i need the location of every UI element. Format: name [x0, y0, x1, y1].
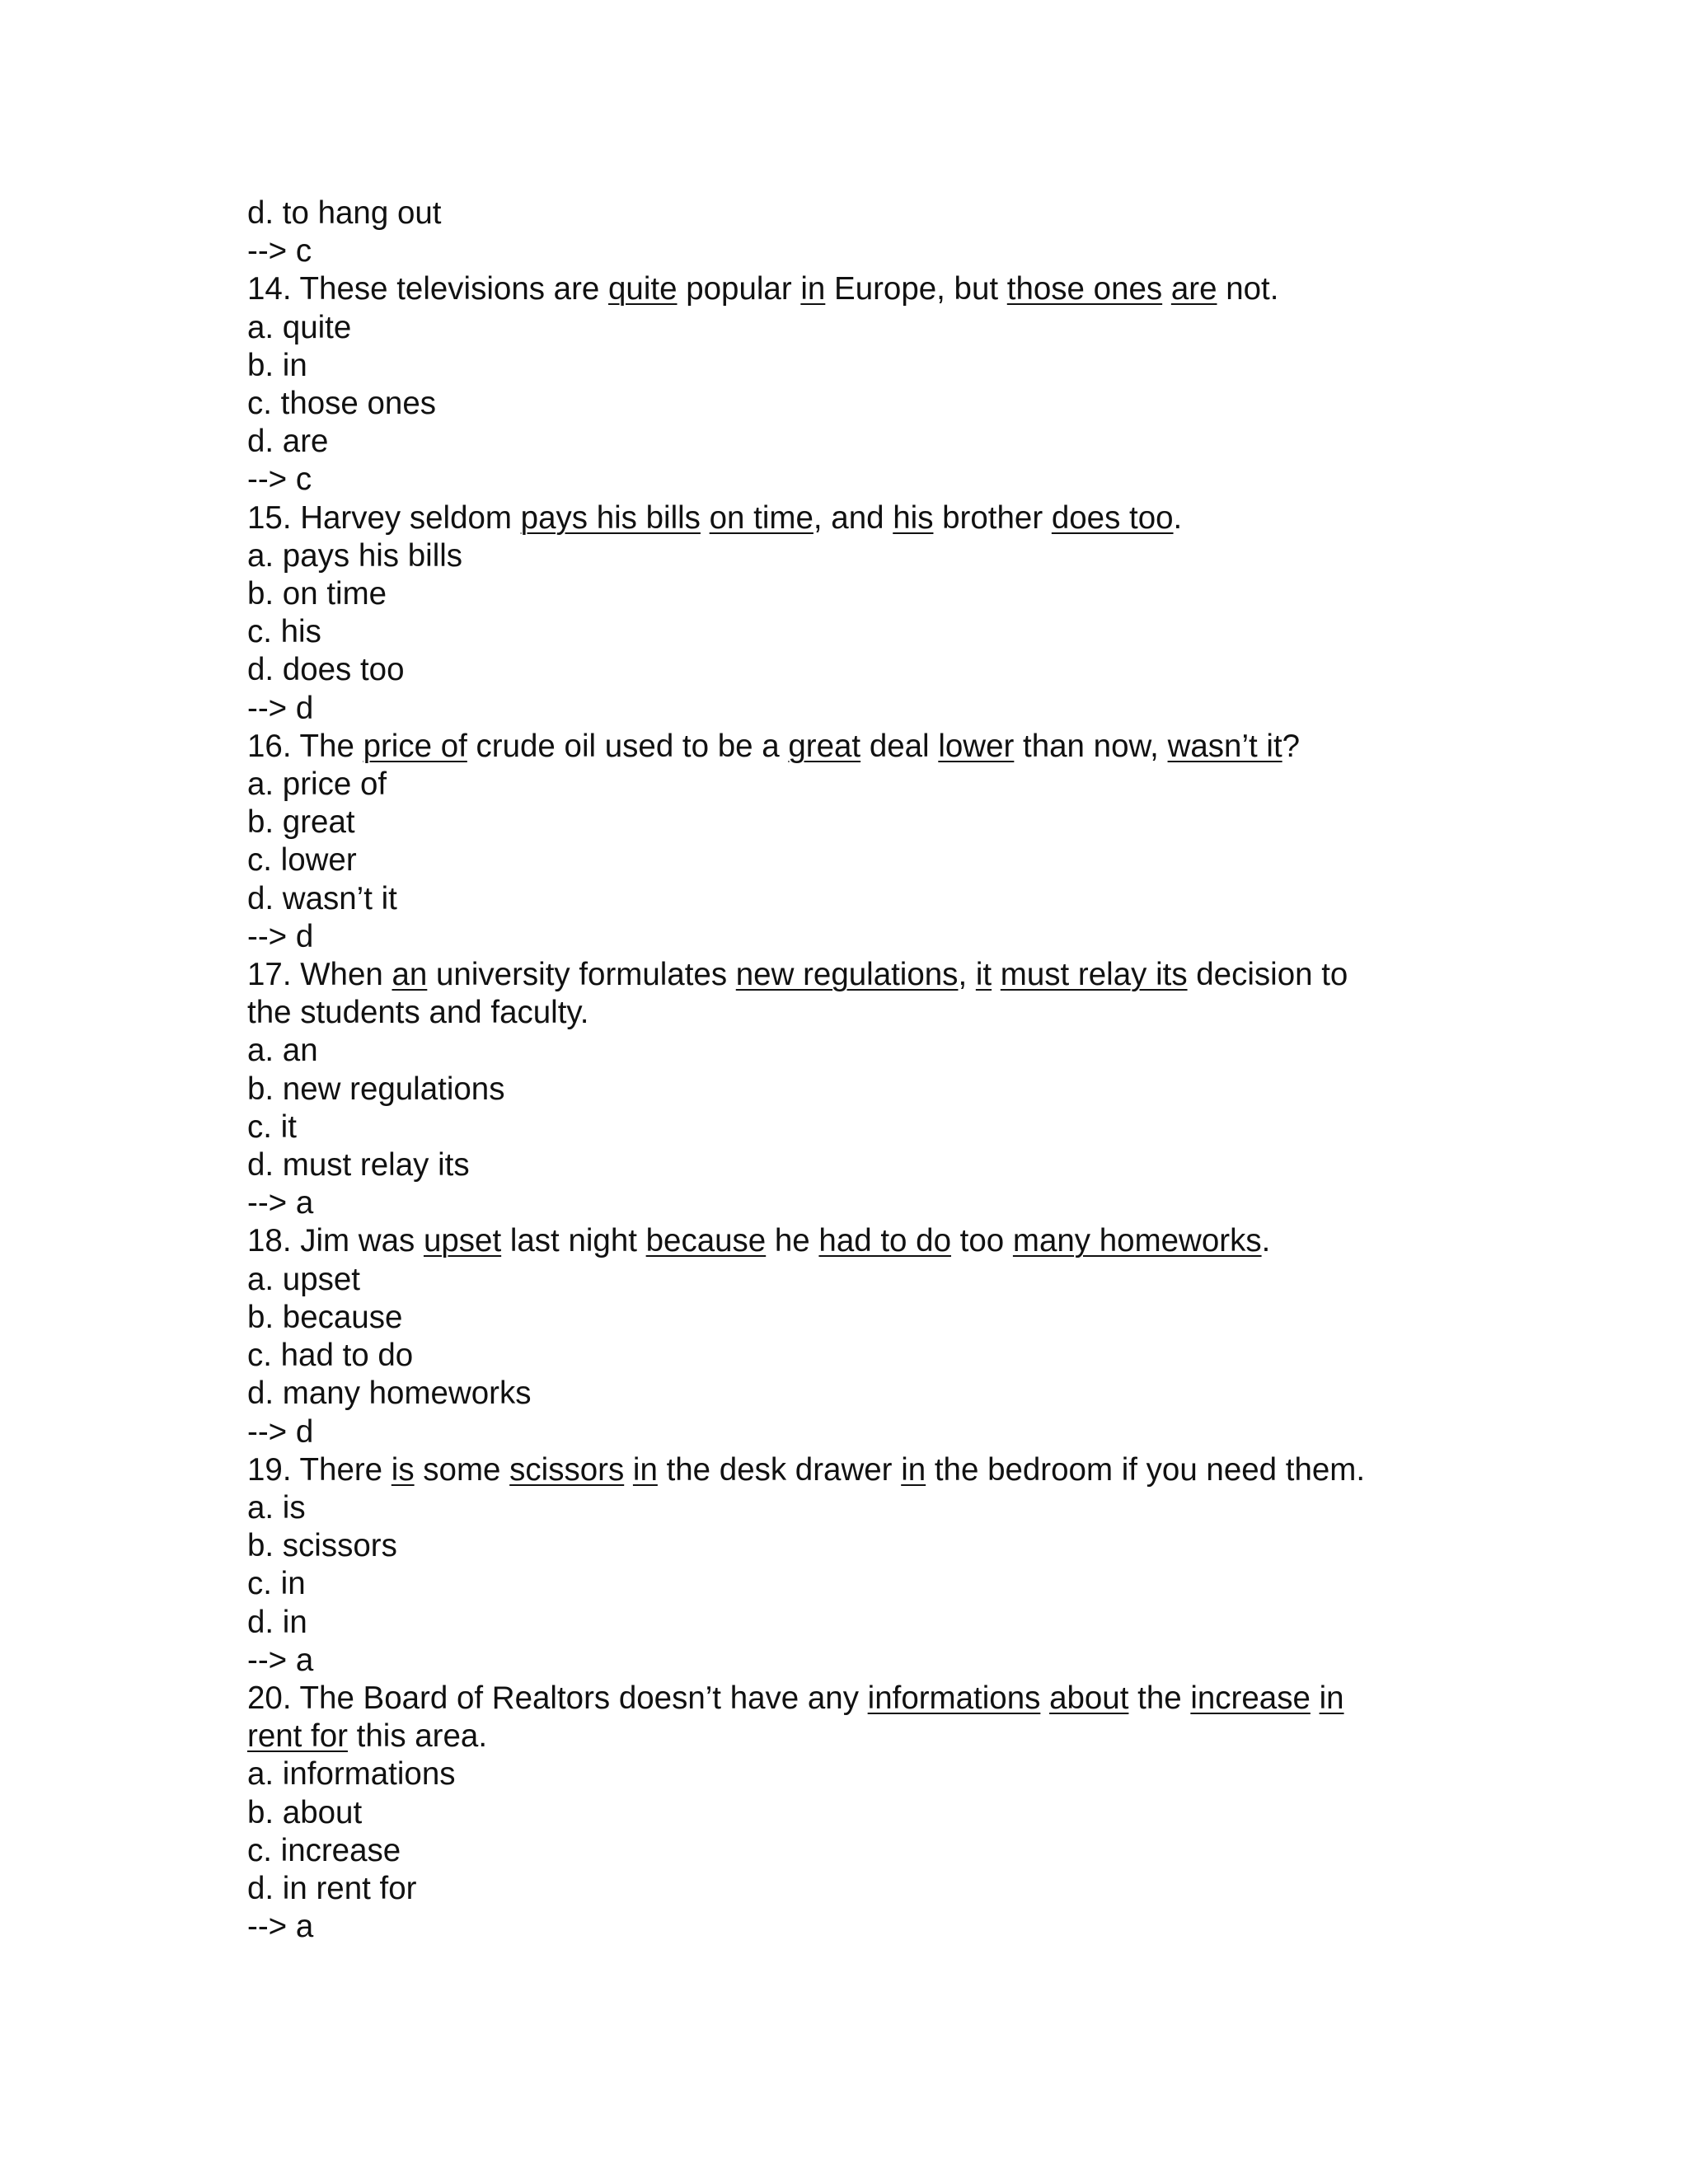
- text-line: [247, 423, 1451, 461]
- text-line: [247, 994, 1451, 1032]
- underlined-text: informations: [867, 1680, 1041, 1716]
- text-line: [247, 1527, 1451, 1565]
- underlined-text: his: [893, 499, 934, 536]
- text-segment: --> a: [247, 1642, 314, 1678]
- text-line: [247, 1642, 1451, 1680]
- text-segment: c. his: [247, 614, 321, 650]
- text-line: [247, 1908, 1451, 1946]
- text-segment: ,: [958, 957, 976, 993]
- text-line: [247, 461, 1451, 499]
- text-segment: some: [414, 1451, 510, 1488]
- text-line: [247, 1108, 1451, 1146]
- underlined-text: new regulations: [735, 957, 959, 993]
- text-line: [247, 385, 1451, 423]
- text-segment: the: [1128, 1680, 1191, 1716]
- text-segment: [992, 957, 1001, 992]
- text-segment: he: [766, 1223, 819, 1259]
- text-line: [247, 1337, 1451, 1375]
- text-segment: c. increase: [247, 1832, 401, 1868]
- text-segment: popular: [677, 271, 801, 307]
- underlined-text: an: [392, 957, 428, 993]
- underlined-text: those ones: [1006, 271, 1163, 307]
- text-line: [247, 499, 1451, 537]
- text-segment: 18. Jim was: [247, 1223, 424, 1259]
- text-segment: c. in: [247, 1566, 306, 1602]
- underlined-text: in: [632, 1451, 658, 1488]
- text-segment: --> d: [247, 918, 314, 954]
- text-segment: ?: [1282, 728, 1301, 764]
- text-line: [247, 766, 1451, 804]
- underlined-text: in: [901, 1451, 926, 1488]
- text-segment: c. had to do: [247, 1338, 414, 1374]
- text-segment: --> d: [247, 690, 314, 726]
- text-segment: 16. The: [247, 728, 363, 764]
- text-segment: d. must relay its: [247, 1147, 470, 1183]
- text-line: [247, 651, 1451, 689]
- text-segment: not.: [1217, 271, 1279, 307]
- text-line: [247, 1604, 1451, 1642]
- underlined-text: it: [975, 957, 992, 993]
- underlined-text: because: [645, 1223, 767, 1259]
- text-segment: Europe, but: [825, 271, 1007, 307]
- text-segment: d. many homeworks: [247, 1376, 532, 1412]
- text-segment: 20. The Board of Realtors doesn’t have any: [247, 1680, 868, 1716]
- text-line: [247, 232, 1451, 270]
- underlined-text: scissors: [509, 1451, 625, 1488]
- text-line: [247, 1299, 1451, 1337]
- text-segment: deal: [860, 728, 939, 764]
- document-page: [247, 194, 1451, 1946]
- underlined-text: great: [788, 728, 861, 764]
- text-line: [247, 1565, 1451, 1603]
- text-segment: d. in rent for: [247, 1870, 417, 1906]
- text-segment: 15. Harvey seldom: [247, 499, 521, 536]
- text-segment: c. lower: [247, 842, 357, 879]
- text-segment: b. in: [247, 347, 307, 383]
- text-segment: a. price of: [247, 766, 387, 803]
- text-line: [247, 1222, 1451, 1260]
- text-line: [247, 1071, 1451, 1108]
- underlined-text: pays his bills: [520, 499, 701, 536]
- text-segment: d. wasn’t it: [247, 880, 397, 916]
- text-line: [247, 347, 1451, 385]
- text-segment: , and: [813, 499, 893, 536]
- text-line: [247, 194, 1451, 232]
- text-line: [247, 880, 1451, 918]
- underlined-text: many homeworks: [1012, 1223, 1262, 1259]
- text-segment: too: [950, 1223, 1013, 1259]
- text-segment: a. informations: [247, 1756, 456, 1793]
- text-segment: --> a: [247, 1909, 314, 1945]
- underlined-text: does too: [1051, 499, 1174, 536]
- underlined-text: upset: [423, 1223, 502, 1259]
- text-segment: c. those ones: [247, 386, 437, 422]
- text-segment: b. scissors: [247, 1528, 397, 1564]
- text-line: [247, 537, 1451, 575]
- underlined-text: wasn’t it: [1167, 728, 1282, 764]
- text-segment: this area.: [347, 1718, 488, 1755]
- text-segment: 17. When: [247, 957, 392, 993]
- text-segment: .: [1173, 499, 1183, 536]
- text-segment: the desk drawer: [657, 1451, 902, 1488]
- text-segment: d. to hang out: [247, 195, 442, 231]
- text-line: [247, 1375, 1451, 1413]
- text-line: [247, 1755, 1451, 1793]
- text-line: [247, 1032, 1451, 1070]
- text-segment: a. is: [247, 1489, 306, 1526]
- underlined-text: lower: [938, 728, 1015, 764]
- text-segment: b. because: [247, 1299, 403, 1335]
- text-line: [247, 1489, 1451, 1527]
- text-segment: [1040, 1680, 1049, 1716]
- text-segment: [1311, 1680, 1320, 1716]
- text-segment: a. quite: [247, 309, 352, 345]
- text-segment: d. are: [247, 424, 329, 460]
- text-line: [247, 804, 1451, 841]
- text-segment: university formulates: [427, 957, 736, 993]
- text-segment: --> a: [247, 1185, 314, 1221]
- text-line: [247, 1832, 1451, 1870]
- text-line: [247, 309, 1451, 347]
- text-line: [247, 956, 1451, 994]
- underlined-text: had to do: [818, 1223, 951, 1259]
- text-line: [247, 1870, 1451, 1908]
- underlined-text: on time: [709, 499, 814, 536]
- text-segment: the students and faculty.: [247, 995, 589, 1031]
- underlined-text: are: [1170, 271, 1217, 307]
- underlined-text: increase: [1190, 1680, 1311, 1716]
- text-segment: --> d: [247, 1413, 314, 1450]
- text-segment: b. about: [247, 1794, 363, 1830]
- text-segment: b. on time: [247, 576, 387, 612]
- underlined-text: quite: [608, 271, 678, 307]
- text-segment: --> c: [247, 462, 312, 498]
- text-line: [247, 690, 1451, 728]
- underlined-text: in: [1319, 1680, 1344, 1716]
- text-segment: a. an: [247, 1033, 318, 1069]
- text-segment: crude oil used to be a: [467, 728, 789, 764]
- text-segment: --> c: [247, 233, 312, 269]
- underlined-text: is: [391, 1451, 415, 1488]
- text-line: [247, 613, 1451, 651]
- text-segment: b. new regulations: [247, 1071, 505, 1107]
- underlined-text: must relay its: [1000, 957, 1188, 993]
- underlined-text: about: [1049, 1680, 1129, 1716]
- text-segment: b. great: [247, 804, 355, 841]
- text-segment: .: [1261, 1223, 1271, 1259]
- text-line: [247, 918, 1451, 956]
- text-line: [247, 1451, 1451, 1489]
- underlined-text: in: [800, 271, 826, 307]
- text-segment: [624, 1452, 633, 1488]
- text-segment: a. upset: [247, 1261, 360, 1297]
- text-line: [247, 1146, 1451, 1184]
- text-line: [247, 841, 1451, 879]
- underlined-text: price of: [363, 728, 467, 764]
- text-line: [247, 1261, 1451, 1299]
- text-line: [247, 1718, 1451, 1755]
- text-segment: 14. These televisions are: [247, 271, 609, 307]
- underlined-text: rent for: [247, 1718, 348, 1755]
- text-line: [247, 1794, 1451, 1832]
- text-line: [247, 728, 1451, 766]
- text-line: [247, 270, 1451, 308]
- text-line: [247, 1184, 1451, 1222]
- text-segment: last night: [501, 1223, 646, 1259]
- text-line: [247, 575, 1451, 613]
- text-segment: brother: [933, 499, 1052, 536]
- text-segment: a. pays his bills: [247, 537, 463, 574]
- text-segment: [701, 500, 710, 536]
- text-segment: c. it: [247, 1108, 297, 1145]
- text-segment: than now,: [1014, 728, 1168, 764]
- text-segment: d. in: [247, 1604, 307, 1640]
- text-segment: decision to: [1187, 957, 1348, 993]
- text-line: [247, 1413, 1451, 1451]
- text-line: [247, 1680, 1451, 1718]
- text-segment: the bedroom if you need them.: [926, 1451, 1366, 1488]
- text-segment: 19. There: [247, 1451, 392, 1488]
- text-segment: [1162, 271, 1171, 307]
- text-segment: d. does too: [247, 652, 405, 688]
